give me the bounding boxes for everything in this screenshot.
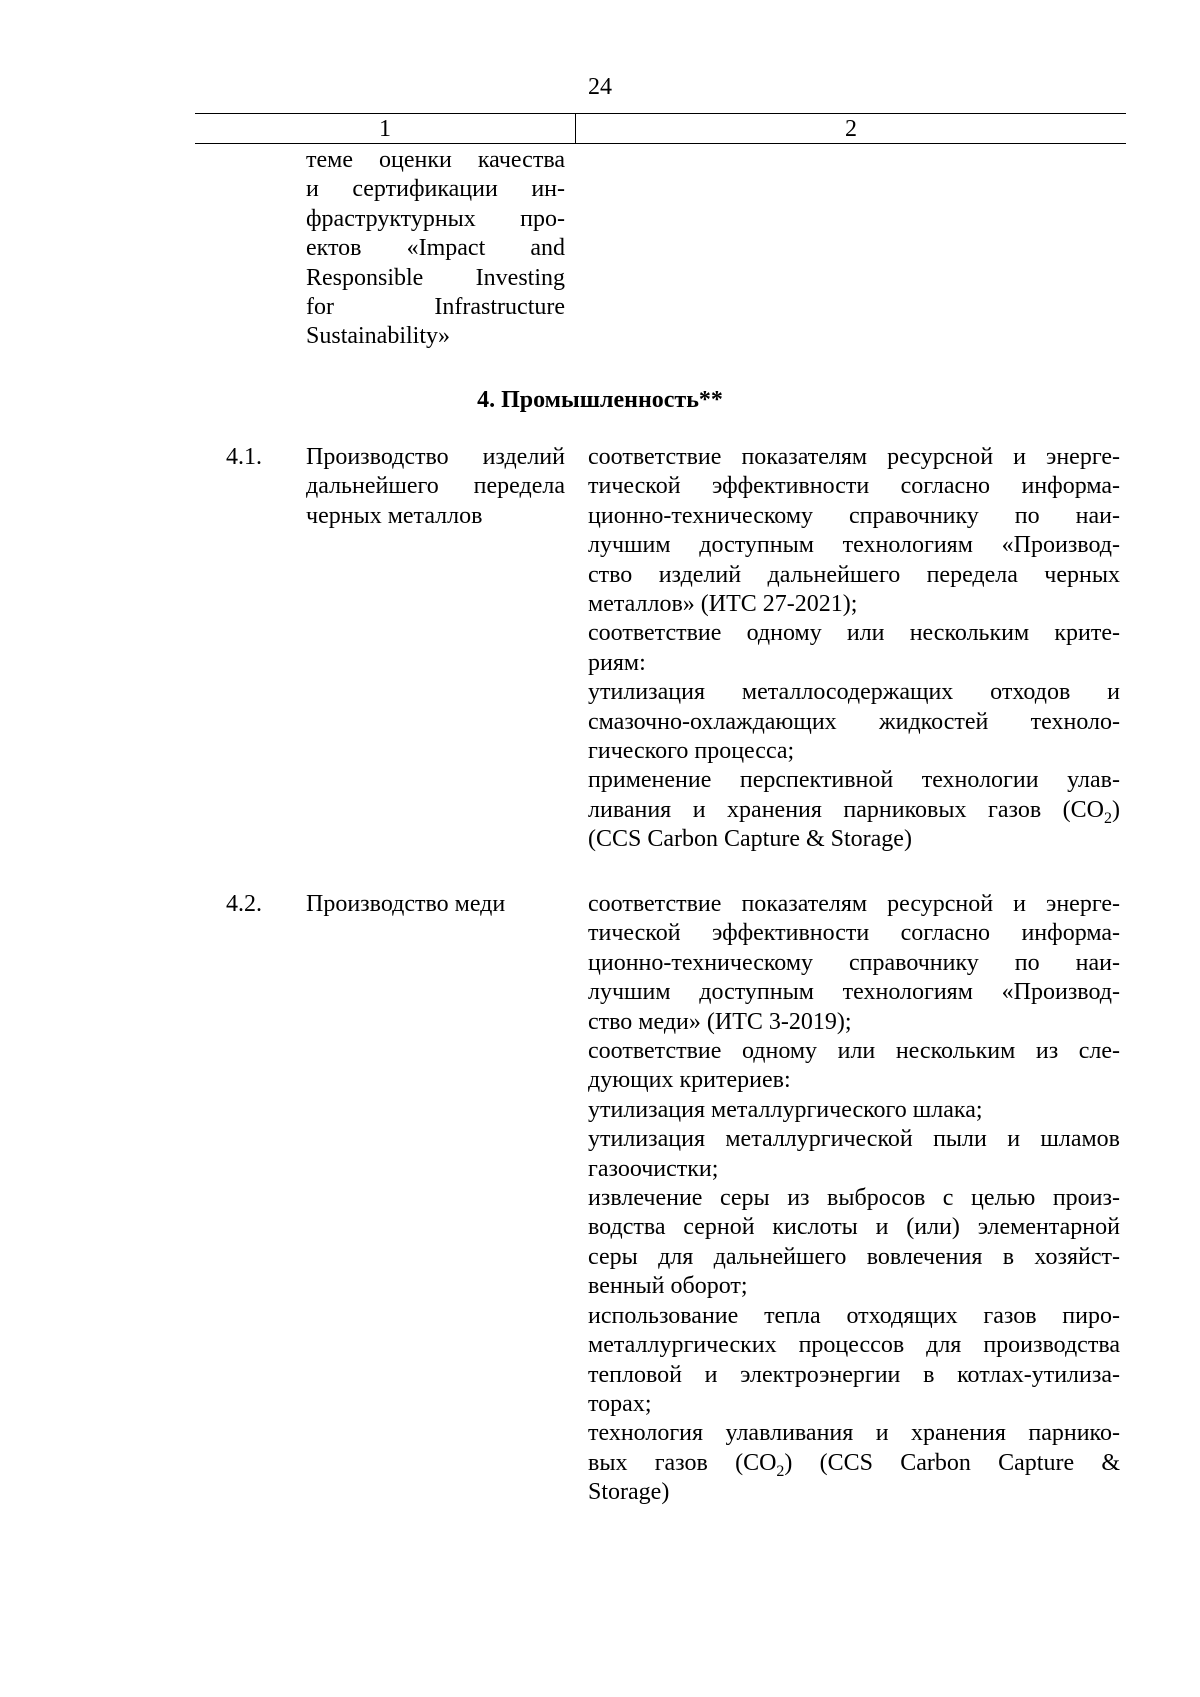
criteria-line: водства серной кислоты и (или) элементарной <box>588 1214 1120 1241</box>
criteria-line: торах; <box>588 1390 652 1417</box>
criteria-line: соответствие одному или нескольким из сле- <box>588 1038 1120 1065</box>
criteria-line: применение перспективной технологии улав- <box>588 767 1120 794</box>
criteria-line: тической эффективности согласно информа- <box>588 473 1120 500</box>
activity-name <box>306 890 565 919</box>
criteria-line: гического процесса; <box>588 738 795 765</box>
continued-name-line: for Infrastructure <box>306 294 565 321</box>
criteria-line: смазочно-охлаждающих жидкостей техноло- <box>588 708 1120 735</box>
row-number: 4.2. <box>226 891 262 917</box>
criteria-line: венный оборот; <box>588 1273 748 1300</box>
criteria-line-with-subscript <box>588 796 1120 825</box>
criteria-line: извлечение серы из выбросов с целью произ- <box>588 1185 1120 1212</box>
criteria-line: утилизация металлургической пыли и шламов <box>588 1126 1120 1153</box>
criteria-line-tail: ) <box>1112 796 1120 823</box>
criteria-line: утилизация металлургического шлака; <box>588 1096 983 1123</box>
activity-name-line: Производство изделий <box>306 444 565 470</box>
activity-criteria <box>588 443 1120 855</box>
activity-name-line: дальнейшего передела <box>306 473 565 500</box>
criteria-line: риям: <box>588 649 646 676</box>
criteria-line: газоочистки; <box>588 1155 719 1182</box>
criteria-line: технология улавливания и хранения парнико- <box>588 1420 1120 1447</box>
criteria-line: дующих критериев: <box>588 1067 791 1094</box>
criteria-line: соответствие показателям ресурсной и энерге- <box>588 444 1120 470</box>
continued-name-line: Sustainability» <box>306 323 450 350</box>
column-header-1: 1 <box>379 116 391 142</box>
page-number: 24 <box>588 74 612 100</box>
criteria-line: металлургических процессов для производства <box>588 1332 1120 1359</box>
activity-name-line: Производство меди <box>306 891 506 917</box>
continued-name-line: Responsible Investing <box>306 264 565 291</box>
table-header-top-rule <box>195 113 1126 114</box>
criteria-line: Storage) <box>588 1479 670 1506</box>
continued-name-line: ектов «Impact and <box>306 235 565 262</box>
criteria-line-text: вых газов (CO <box>588 1449 777 1476</box>
criteria-line: ство изделий дальнейшего передела черных <box>588 561 1120 588</box>
criteria-line: ционно-техническому справочнику по наи- <box>588 949 1120 976</box>
subscript: 2 <box>776 1462 785 1480</box>
criteria-line-tail: ) (CCS Carbon Capture & <box>784 1449 1120 1476</box>
section-title: 4. Промышленность** <box>477 387 723 413</box>
criteria-line: соответствие одному или нескольким крите- <box>588 620 1120 647</box>
subscript: 2 <box>1104 809 1112 827</box>
criteria-line: тической эффективности согласно информа- <box>588 920 1120 947</box>
table-header-bottom-rule <box>195 143 1126 144</box>
criteria-line: тепловой и электроэнергии в котлах-утилиза- <box>588 1361 1120 1388</box>
criteria-line: соответствие показателям ресурсной и энерге- <box>588 891 1120 917</box>
continued-name-line: и сертификации ин- <box>306 176 565 203</box>
continued-activity-name <box>306 146 565 352</box>
criteria-line-with-subscript <box>588 1449 1120 1478</box>
criteria-line: лучшим доступным технологиям «Производ- <box>588 532 1120 559</box>
activity-criteria <box>588 890 1120 1508</box>
criteria-line-text: ливания и хранения парниковых газов (CO <box>588 796 1104 823</box>
criteria-line: металлов» (ИТС 27-2021); <box>588 591 858 618</box>
criteria-line: ство меди» (ИТС 3-2019); <box>588 1008 852 1035</box>
criteria-line: использование тепла отходящих газов пиро- <box>588 1302 1120 1329</box>
column-header-2: 2 <box>845 116 857 142</box>
continued-name-line: фраструктурных про- <box>306 205 565 232</box>
activity-name <box>306 443 565 531</box>
criteria-line: серы для дальнейшего вовлечения в хозяйст- <box>588 1243 1120 1270</box>
criteria-line: (CCS Carbon Capture & Storage) <box>588 826 912 853</box>
criteria-line: ционно-техническому справочнику по наи- <box>588 502 1120 529</box>
criteria-line: лучшим доступным технологиям «Производ- <box>588 979 1120 1006</box>
criteria-line: утилизация металлосодержащих отходов и <box>588 679 1120 706</box>
activity-name-line: черных металлов <box>306 502 483 529</box>
row-number: 4.1. <box>226 444 262 470</box>
continued-name-line: теме оценки качества <box>306 147 565 173</box>
